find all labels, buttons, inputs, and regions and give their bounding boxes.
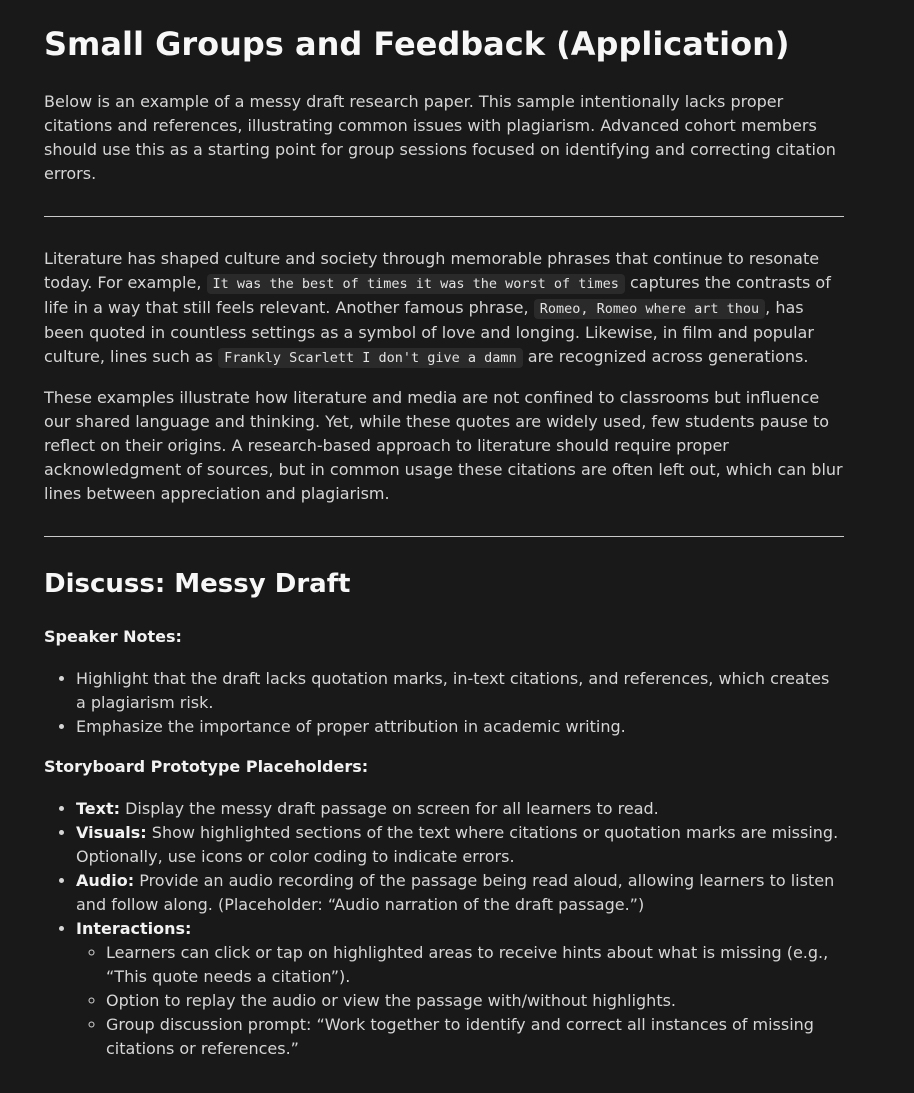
storyboard-list: [44, 797, 844, 1061]
storyboard-item-body: Provide an audio recording of the passage being read aloud, allowing learners to listen and follow along. (Placeholder: “Audio narration of the draft passage.”): [76, 871, 835, 914]
passage-paragraph-2: These examples illustrate how literature and media are not confined to classrooms but influence our shared language and thinking. Yet, while these quotes are widely used, few students pause to reflect on their origins. A research-based approach to literature should require proper acknowledgment of sources, but in common usage these citations are often left out, which can blur lines between appreciation and plagiarism.: [44, 388, 843, 503]
quote-code-romeo: Romeo, Romeo where art thou: [534, 299, 765, 319]
storyboard-item-label: Audio:: [76, 871, 135, 890]
storyboard-item-label: Visuals:: [76, 823, 147, 842]
interaction-item: ◦ Option to replay the audio or view the passage with/without highlights.: [106, 989, 844, 1013]
storyboard-item-visuals: [76, 821, 844, 869]
storyboard-label: [44, 755, 844, 779]
document-body: [44, 0, 844, 1093]
section-heading-discuss: Discuss: Messy Draft: [44, 569, 351, 599]
speaker-notes-label: [44, 625, 844, 649]
storyboard-item-text: [76, 797, 844, 821]
storyboard-item-interactions: [76, 917, 844, 1061]
storyboard-item-label: Interactions:: [76, 919, 192, 938]
quote-code-best-of-times: It was the best of times it was the worst of times: [207, 274, 625, 294]
page-title: Small Groups and Feedback (Application): [44, 25, 790, 63]
passage-text-2: captures the contrasts of life in a way that still feels relevant. Another famous phrase,: [44, 273, 831, 317]
divider-bottom: [44, 536, 844, 537]
speaker-notes-label-text: Speaker Notes:: [44, 627, 182, 646]
passage-text-4: are recognized across generations.: [522, 347, 809, 366]
interactions-sublist: [76, 941, 844, 1061]
storyboard-label-text: Storyboard Prototype Placeholders:: [44, 757, 369, 776]
storyboard-item-body: Show highlighted sections of the text where citations or quotation marks are missing. Optionally, use icons or color coding to indicate errors.: [76, 823, 839, 866]
speaker-note-item: • Highlight that the draft lacks quotation marks, in-text citations, and references, which creates a plagiarism risk.: [76, 667, 844, 715]
passage-text-3: , has been quoted in countless settings as a symbol of love and longing. Likewise, in film and popular culture, lines such as: [44, 298, 814, 366]
quote-code-frankly: Frankly Scarlett I don't give a damn: [218, 348, 523, 368]
intro-paragraph: Below is an example of a messy draft research paper. This sample intentionally lacks proper citations and references, illustrating common issues with plagiarism. Advanced cohort members should use this as a starting point for group sessions focused on identifying and correcting citation errors.: [44, 92, 836, 183]
passage-text-1: Literature has shaped culture and society through memorable phrases that continue to resonate today. For example,: [44, 249, 820, 292]
interaction-item: ◦ Group discussion prompt: “Work together to identify and correct all instances of missing citations or references.”: [106, 1013, 844, 1061]
speaker-note-item: • Emphasize the importance of proper attribution in academic writing.: [76, 715, 844, 739]
divider-top: [44, 216, 844, 217]
speaker-notes-list: [44, 667, 844, 739]
storyboard-item-audio: [76, 869, 844, 917]
interaction-item: ◦ Learners can click or tap on highlighted areas to receive hints about what is missing (e.g., “This quote needs a citation”).: [106, 941, 844, 989]
passage-paragraph-1: [44, 247, 844, 370]
storyboard-item-body: Display the messy draft passage on screen for all learners to read.: [120, 799, 659, 818]
storyboard-item-label: Text:: [76, 799, 121, 818]
